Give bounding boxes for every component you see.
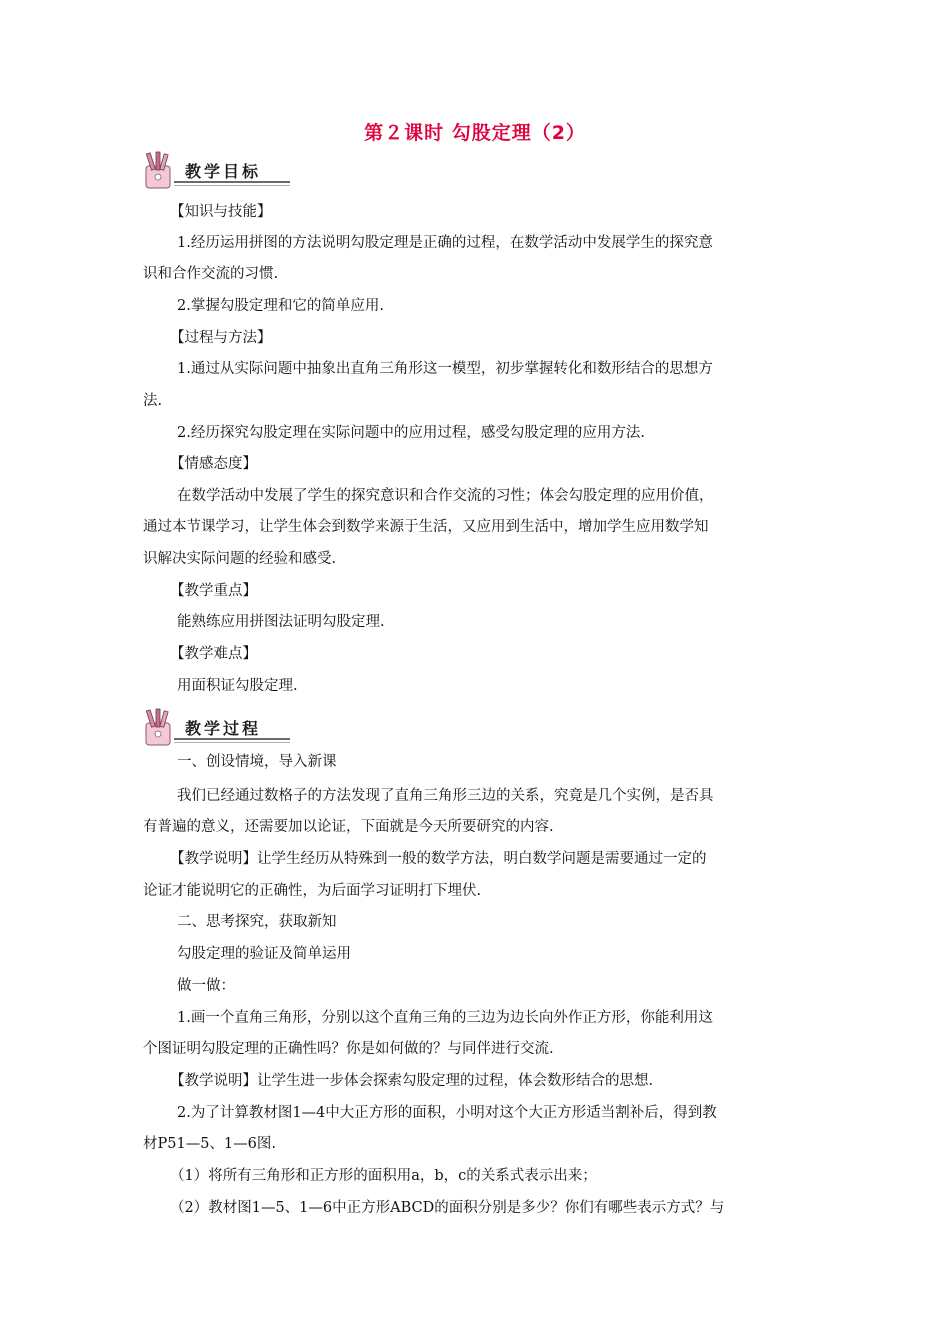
banner-underline: [174, 185, 290, 186]
paragraph-line: 在数学活动中发展了学生的探究意识和合作交流的习性；体会勾股定理的应用价值，: [177, 488, 714, 504]
heading-process-method: 【过程与方法】: [170, 330, 272, 346]
banner-underline: [174, 181, 290, 183]
subsection-heading: 一、创设情境，导入新课: [177, 754, 337, 770]
section-banner-goals: [140, 150, 290, 192]
paragraph-line: 1.经历运用拼图的方法说明勾股定理是正确的过程，在数学活动中发展学生的探究意: [177, 235, 713, 251]
paragraph-line: 论证才能说明它的正确性，为后面学习证明打下埋伏.: [143, 883, 482, 899]
question-item: （1）将所有三角形和正方形的面积用a，b，c的关系式表示出来；: [170, 1168, 597, 1184]
heading-knowledge-skills: 【知识与技能】: [170, 204, 272, 220]
heading-emotion-attitude: 【情感态度】: [170, 456, 257, 472]
paragraph-line: 识解决实际问题的经验和感受.: [143, 551, 337, 567]
paragraph-line: 材P51—5、1—6图.: [143, 1136, 276, 1152]
section-banner-label: 教学过程: [185, 719, 262, 738]
paragraph-line: 勾股定理的验证及简单运用: [177, 946, 351, 962]
teaching-note: 【教学说明】让学生经历从特殊到一般的数学方法，明白数学问题是需要通过一定的: [170, 851, 707, 867]
paragraph-line: 法.: [143, 393, 163, 409]
paragraph-line: 有普遍的意义，还需要加以论证，下面就是今天所要研究的内容.: [143, 819, 554, 835]
paragraph-line: 我们已经通过数格子的方法发现了直角三角形三边的关系，究竟是几个实例，是否具: [177, 788, 714, 804]
section-banner-label: 教学目标: [185, 162, 262, 181]
paragraph-line: 2.掌握勾股定理和它的简单应用.: [177, 298, 384, 314]
subsection-heading: 二、思考探究，获取新知: [177, 914, 337, 930]
page-title: 第２课时 勾股定理（2）: [364, 122, 586, 144]
teaching-note: 【教学说明】让学生进一步体会探索勾股定理的过程，体会数形结合的思想.: [170, 1073, 654, 1089]
paragraph-line: 2.为了计算教材图1—4中大正方形的面积，小明对这个大正方形适当割补后，得到教: [177, 1105, 717, 1121]
paragraph-line: 1.画一个直角三角形，分别以这个直角三角的三边为边长向外作正方形，你能利用这: [177, 1010, 713, 1026]
paragraph-line: 2.经历探究勾股定理在实际问题中的应用过程，感受勾股定理的应用方法.: [177, 425, 645, 441]
question-item: （2）教材图1—5、1—6中正方形ABCD的面积分别是多少？你们有哪些表示方式？与: [170, 1200, 725, 1216]
paragraph-line: 用面积证勾股定理.: [177, 678, 298, 694]
heading-teaching-focus: 【教学重点】: [170, 583, 257, 599]
paragraph-line: 识和合作交流的习惯.: [143, 266, 279, 282]
heading-teaching-difficulty: 【教学难点】: [170, 646, 257, 662]
banner-underline: [174, 738, 290, 740]
banner-underline: [174, 742, 290, 743]
paragraph-line: 通过本节课学习，让学生体会到数学来源于生活，又应用到生活中，增加学生应用数学知: [143, 519, 709, 535]
section-banner-process: [140, 707, 290, 749]
paragraph-line: 个图证明勾股定理的正确性吗？你是如何做的？与同伴进行交流.: [143, 1041, 554, 1057]
paragraph-line: 做一做：: [177, 978, 235, 994]
paragraph-line: 1.通过从实际问题中抽象出直角三角形这一模型，初步掌握转化和数形结合的思想方: [177, 361, 713, 377]
paragraph-line: 能熟练应用拼图法证明勾股定理.: [177, 614, 385, 630]
